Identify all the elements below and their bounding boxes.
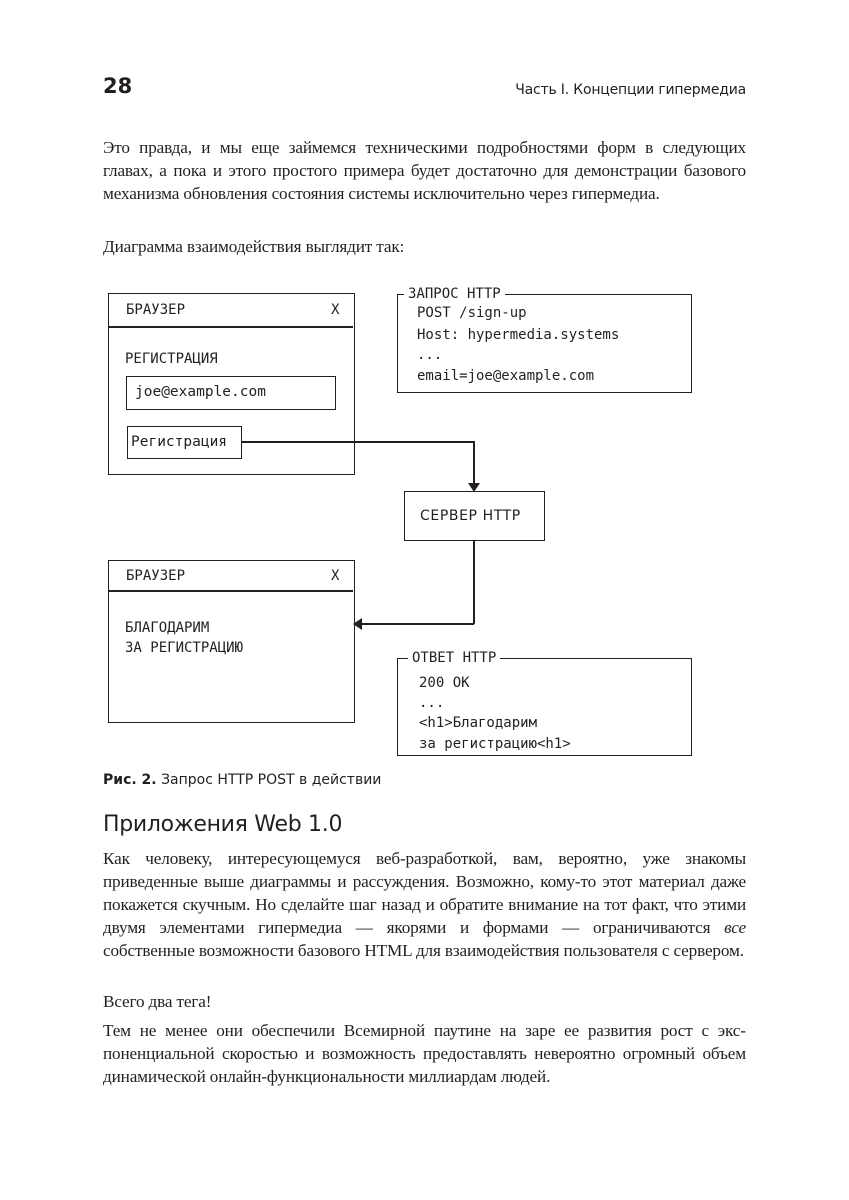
running-title: Часть I. Концепции гипермедиа	[515, 82, 746, 98]
title-bar-divider	[109, 590, 353, 592]
section-paragraph: Всего два тега!	[103, 992, 212, 1011]
http-server-box	[404, 491, 545, 541]
browser-window-thanks	[108, 560, 355, 723]
browser-title: БРАУЗЕР	[126, 568, 186, 584]
thanks-message: БЛАГОДАРИМ	[125, 620, 210, 636]
response-line: <h1>Благодарим	[419, 715, 538, 731]
http-response-box	[397, 650, 692, 756]
figure-caption	[103, 772, 381, 788]
section-heading: Приложения Web 1.0	[103, 812, 343, 837]
request-line: ...	[417, 347, 443, 363]
request-line: Host: hypermedia.systems	[417, 327, 620, 343]
email-value: joe@example.com	[135, 384, 266, 400]
request-connector	[241, 441, 474, 443]
request-title: ЗАПРОС HTTP	[404, 286, 505, 302]
figure-caption-text: Запрос HTTP POST в действии	[156, 772, 382, 788]
intro-diagram-lead: Диаграмма взаимодействия выглядит так:	[103, 237, 405, 256]
title-bar-divider	[109, 326, 353, 328]
close-icon: X	[331, 302, 340, 318]
request-line: email=joe@example.com	[417, 368, 595, 384]
arrow-left-icon	[353, 618, 362, 630]
server-label: СЕРВЕР HTTP	[420, 508, 521, 524]
response-line: ...	[419, 695, 445, 711]
response-connector	[473, 541, 475, 624]
figure-label: Рис. 2.	[103, 772, 157, 788]
http-request-box	[397, 286, 692, 393]
section-paragraph	[103, 847, 746, 962]
arrow-down-icon	[468, 483, 480, 492]
browser-window-signup	[108, 293, 355, 475]
email-input	[126, 376, 336, 410]
request-connector	[473, 441, 475, 484]
paragraph-text: собственные возможности базового HTML для взаимодействия пользователя с сервером.	[103, 941, 744, 960]
response-line: 200 OK	[419, 675, 470, 691]
page-number: 28	[103, 74, 133, 98]
intro-paragraph: Это правда, и мы еще займемся техническими подробностями форм в следующих главах, а пока и этого простого примера будет достаточно для демонстрации базового механизма обновления состояния системы исключительно через гипермедиа.	[103, 138, 746, 203]
signup-heading: РЕГИСТРАЦИЯ	[125, 351, 218, 367]
section-paragraph: Тем не менее они обеспечили Всемирной паутине на заре ее развития рост с экспоненциальной скоростью и возможность предоставлять невероятно огромный объем динамической онлайн-функциональности миллиардам людей.	[103, 1021, 746, 1086]
response-connector	[362, 623, 474, 625]
response-title: ОТВЕТ HTTP	[408, 650, 500, 666]
thanks-message: ЗА РЕГИСТРАЦИЮ	[125, 640, 244, 656]
signup-button-label: Регистрация	[131, 434, 228, 450]
browser-title: БРАУЗЕР	[126, 302, 186, 318]
signup-button	[127, 426, 242, 459]
emphasis-text: все	[724, 918, 746, 937]
request-line: POST /sign-up	[417, 305, 527, 321]
response-line: за регистрацию<h1>	[419, 736, 571, 752]
paragraph-text: Как человеку, интересующемуся веб-разработкой, вам, вероятно, уже знакомы приведенные выше диаграммы и рассуждения. Возможно, кому-то этот материал даже покажется скучным. Но сделайте шаг назад и обратите внимание на тот факт, что этими двумя элементами гипермедиа — якорями и формами — ограничиваются	[103, 849, 746, 937]
close-icon: X	[331, 568, 340, 584]
